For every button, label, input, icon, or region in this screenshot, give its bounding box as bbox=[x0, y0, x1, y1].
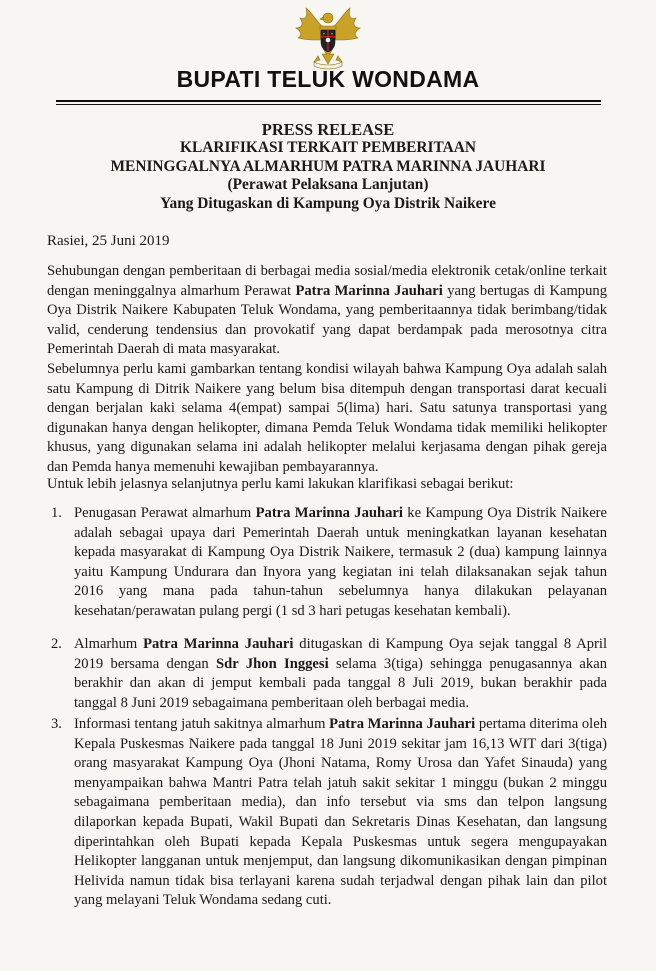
paragraph-context: Sebelumnya perlu kami gambarkan tentang kondisi wilayah bahwa Kampung Oya adalah salah satu Kampung di Ditrik Naikere yang belum bisa ditempuh dengan transportasi darat kecuali dengan berjalan kaki selama 4(empat) sampai 5(lima) hari. Satu satunya transportasi yang digunakan hanya dengan helikopter, dimana Pemda Teluk Wondama tidak memiliki helikopter khusus, yang digunakan selama ini adalah helikopter melalui kerjasama dengan pihak gereja dan Pemda hanya memenuhi kewajiban pembayarannya. bbox=[47, 361, 607, 475]
garuda-emblem-icon bbox=[290, 4, 366, 70]
list-number: 2. bbox=[51, 636, 62, 652]
deceased-name: Patra Marinna Jauhari bbox=[255, 505, 403, 521]
subject-line-1: KLARIFIKASI TERKAIT PEMBERITAAN bbox=[180, 139, 476, 156]
subject-line-3: (Perawat Pelaksana Lanjutan) bbox=[227, 176, 429, 193]
deceased-name: Patra Marinna Jauhari bbox=[295, 282, 443, 299]
list-item bbox=[47, 715, 607, 911]
clarification-list bbox=[47, 504, 607, 622]
subject-line-4: Yang Ditugaskan di Kampung Oya Distrik Naikere bbox=[160, 194, 496, 212]
press-release-title: PRESS RELEASE bbox=[261, 120, 395, 139]
list-text: Almarhum bbox=[74, 636, 144, 652]
list-text: ke Kampung Oya Distrik Naikere adalah sebagai upaya dari Pemerintah Daerah untuk meningkatkan layanan kesehatan kepada masyarakat di Kampung Oya Distrik Naikere, termasuk 2 (dua) kampung lainnya yaitu Kampung Undurara dan Inyora yang kegiatan ini telah dilaksanakan sejak tahun 2016 yang mana pada tahun-tahun sebelumnya hanya dilakukan pelayanan kesehatan/perawatan pulang pergi (1 sd 3 hari petugas kesehatan kembali). bbox=[74, 505, 608, 619]
colleague-name: Sdr Jhon Inggesi bbox=[216, 655, 329, 672]
letterhead-title: BUPATI TELUK WONDAMA bbox=[176, 66, 480, 92]
list-text: Penugasan Perawat almarhum bbox=[74, 505, 256, 521]
deceased-name: Patra Marinna Jauhari bbox=[143, 636, 294, 652]
list-text: pertama diterima oleh Kepala Puskesmas Naikere pada tanggal 18 Juni 2019 sekitar jam 16,13 WIT dari 3(tiga) orang masyarakat Kampung Oya (Jhoni Natama, Romy Urosa dan Yafet Sinauda) yang menyampaikan bahwa Mantri Patra telah jatuh sakit sekitar 1 minggu (bukan 2 minggu sebagaimana pemberitaan media), dan info tersebut via sms dan telpon langsung dilaporkan kepada Bupati, Wakil Bupati dan Sekretaris Dinas Kesehatan, dan langsung diperintahkan oleh Bupati kepada Kepala Puskesmas untuk segera mengupayakan Helikopter langganan untuk menjemput, dan langsung dikomunikasikan dengan pimpinan Helivida namun tidak bisa terlayani karena sudah terjadwal dengan pihak lain dan pilot yang melayani Teluk Wondama sedang cuti. bbox=[74, 716, 607, 909]
list-text: ditugaskan di Kampung Oya sejak tanggal 8 April 2019 bersama dengan bbox=[74, 636, 607, 672]
subject-line-2: MENINGGALNYA ALMARHUM PATRA MARINNA JAUHARI bbox=[110, 157, 546, 175]
paragraph-text: Sehubungan dengan pemberitaan di berbagai media sosial/media elektronik cetak/online terkait dengan meninggalnya almarhum Perawat bbox=[47, 263, 607, 299]
list-number: 3. bbox=[51, 716, 62, 732]
clarification-list bbox=[47, 635, 607, 713]
letterhead-rule-thick bbox=[56, 100, 601, 102]
list-text: Informasi tentang jatuh sakitnya almarhum bbox=[74, 716, 330, 732]
press-release-titles bbox=[40, 120, 616, 213]
clarification-list bbox=[47, 715, 607, 911]
paragraph-lead: Untuk lebih jelasnya selanjutnya perlu kami lakukan klarifikasi sebagai berikut: bbox=[47, 476, 514, 492]
list-item bbox=[47, 635, 607, 713]
letterhead-rule-thin bbox=[56, 104, 601, 105]
paragraph-intro bbox=[47, 262, 607, 360]
list-text: selama 3(tiga) sehingga penugasannya akan berakhir dan akan di jemput kembali pada tanggal 8 Juli 2019, bukan berakhir pada tanggal 8 Juni 2019 sebagaimana pemberitaan oleh berbagai media. bbox=[74, 655, 607, 711]
list-number: 1. bbox=[51, 505, 62, 521]
paragraph-text: yang bertugas di Kampung Oya Distrik Naikere Kabupaten Teluk Wondama, yang pemberitaannya tidak berimbang/tidak valid, cenderung tendensius dan provokatif yang dapat berdampak pada merosotnya citra Pemerintah Daerah di mata masyarakat. bbox=[47, 282, 607, 358]
list-item bbox=[47, 504, 607, 622]
document-date: Rasiei, 25 Juni 2019 bbox=[47, 233, 170, 249]
deceased-name: Patra Marinna Jauhari bbox=[329, 716, 476, 732]
